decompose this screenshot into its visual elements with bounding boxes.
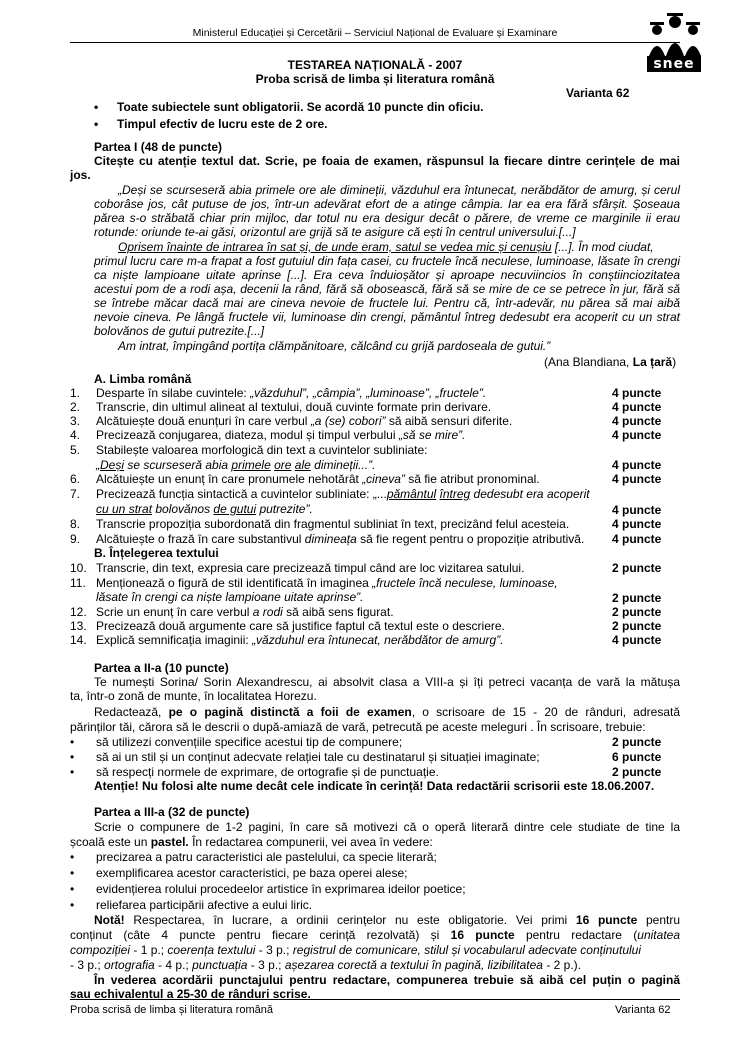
question-number: 10. xyxy=(70,561,87,575)
question-points: 2 puncte xyxy=(612,605,662,619)
part3-note: - 3 p.; ortografia - 4 p.; punctuația - 3 p.; așezarea corectă a textului în pagină, lizibilitatea - 2 p.). xyxy=(70,958,581,972)
part2-bullet xyxy=(0,735,750,749)
part2-bullet xyxy=(0,750,750,764)
question-points: 4 puncte xyxy=(612,532,662,546)
question-number: 12. xyxy=(70,605,87,619)
source-author: (Ana Blandiana, xyxy=(544,355,633,369)
question-text: Alcătuiește două enunțuri în care verbul „a (se) cobori” să aibă sensuri diferite. xyxy=(96,414,513,428)
part3-paragraph: Scrie o compunere de 1-2 pagini, în care să motivezi că o operă literară dintre cele studiate de tine la xyxy=(94,820,680,834)
question-8 xyxy=(0,517,750,531)
question-text: Scrie un enunț în care verbul a rodi să aibă sens figurat. xyxy=(96,605,394,619)
question-number: 4. xyxy=(70,428,81,442)
part2-heading: Partea a II-a (10 puncte) xyxy=(94,661,229,675)
graduates-icon xyxy=(645,8,705,58)
question-text: Transcrie propoziția subordonată din fragmentul subliniat în text, precizând felul acesteia. xyxy=(96,517,570,531)
question-12 xyxy=(0,605,750,619)
question-text: Desparte în silabe cuvintele: „văzduhul”, „câmpia”, „luminoase”, „fructele”. xyxy=(96,386,487,400)
exam-subtitle: Proba scrisă de limba și literatura română xyxy=(255,72,495,86)
text-line: bolovănos de gutui putrezite.[...] xyxy=(94,324,265,338)
bullet-text: precizarea a patru caracteristici ale pastelului, ca specie literară; xyxy=(96,850,437,864)
text-line: nevoie cineva. Pe lângă fructele vii, luminoase din crengi, pământul întreg dedesubt era acoperit cu un strat xyxy=(94,310,680,324)
bullet-points: 2 puncte xyxy=(612,735,662,749)
question-points: 4 puncte xyxy=(612,472,662,486)
header-divider xyxy=(70,42,680,43)
question-text: Precizează funcția sintactică a cuvintelor subliniate: „...pământul întreg dedesubt era acoperit xyxy=(96,487,590,501)
question-points: 2 puncte xyxy=(612,619,662,633)
question-quote: lăsate în crengi ca niște lampioane uitate aprinse”. xyxy=(96,590,364,604)
question-number: 11. xyxy=(70,576,86,590)
rule-bullet: • xyxy=(94,100,99,114)
variant-label: Varianta 62 xyxy=(566,86,630,100)
bullet-points: 2 puncte xyxy=(612,765,662,779)
text-line: primul lucru care m-a frapat a fost gutuiul din fața casei, cu fructele încă neculese, luminoase, lăsate în crengi xyxy=(94,254,680,268)
question-3 xyxy=(0,414,750,428)
question-text: Alcătuiește un enunț în care pronumele nehotărât „cineva” să fie atribut pronominal. xyxy=(96,472,540,486)
question-text: Alcătuiește o frază în care substantivul dimineața să fie regent pentru o propoziție atributivă. xyxy=(96,532,585,546)
question-quote: cu un strat bolovănos de gutui putrezite”. xyxy=(96,502,313,516)
source-title: La țară xyxy=(632,355,673,369)
question-text: Transcrie, din ultimul alineat al textului, două cuvinte formate prin derivare. xyxy=(96,400,492,414)
source-close: ) xyxy=(672,355,677,369)
part2-task: părinților tăi, cărora să le descrii o după-amiază de vară, petrecută pe aceste meleguri . În scrisoare, trebuie: xyxy=(70,720,646,734)
question-text: Transcrie, din text, expresia care precizează timpul când are loc vizitarea satului. xyxy=(96,561,525,575)
bullet-icon: • xyxy=(70,735,75,749)
bullet-text: exemplificarea acestor caracteristici, pe baza operei alese; xyxy=(96,866,408,880)
part3-paragraph: școală este un pastel. În redactarea compunerii, vei avea în vedere: xyxy=(70,835,433,849)
question-4 xyxy=(0,428,750,442)
text-paragraph-3: Am intrat, împingând portița clămpănitoare, călcând cu grijă pardoseala de gutui.” xyxy=(118,339,551,353)
bullet-text: reliefarea participării afective a eului liric. xyxy=(96,898,313,912)
part2-warning: Atenție! Nu folosi alte nume decât cele indicate în cerință! Data redactării scrisorii este 18.06.2007. xyxy=(94,779,655,793)
rule-1: Toate subiectele sunt obligatorii. Se acordă 10 puncte din oficiu. xyxy=(117,100,484,114)
question-5 xyxy=(0,443,750,471)
question-text: Explică semnificația imaginii: „văzduhul era întunecat, nerăbdător de amurg”. xyxy=(96,633,504,647)
text-fragment: [...]. În mod ciudat, xyxy=(551,240,654,254)
question-number: 7. xyxy=(70,487,81,501)
question-number: 2. xyxy=(70,400,81,414)
text-line: părea s-o străbată chiar prin mijloc, dar totul nu era desigur decât o părere, de vreme ce marginile ii erau xyxy=(94,211,680,225)
part3-note: conținut (câte 4 puncte pentru fiecare cerință rezolvată) și 16 puncte pentru redactare (unitatea xyxy=(70,928,680,942)
part2-paragraph: ta, într-o zonă de munte, în localitatea Horezu. xyxy=(70,689,317,703)
question-number: 13. xyxy=(70,619,87,633)
rule-bullet: • xyxy=(94,117,99,131)
part3-note: Notă! Respectarea, în lucrare, a ordinii cerințelor nu este obligatorie. Vei primi 16 puncte pentru xyxy=(94,913,681,927)
bullet-text: să ai un stil și un conținut adecvate relației tale cu destinatarul și situației imaginate; xyxy=(96,750,540,764)
question-9 xyxy=(0,532,750,546)
question-6 xyxy=(0,472,750,486)
bullet-text: evidențierea rolului procedeelor artistice în exprimarea ideilor poetice; xyxy=(96,882,466,896)
text-line: coborâse jos, cât putuse de jos, într-un adevărat efort de a atinge câmpia. Iar ea era fără sfârșit. Șoseaua xyxy=(94,197,680,211)
question-11 xyxy=(0,576,750,606)
logo-text: snee xyxy=(647,56,701,72)
question-text: Stabilește valoarea morfologică din text a cuvintelor subliniate: xyxy=(96,443,428,457)
question-points: 4 puncte xyxy=(612,503,662,517)
question-1 xyxy=(0,386,750,400)
text-line: rotunde: oriunde te-ai găsi, orizontul are grijă să te asigure că ești în centrul universului.[...] xyxy=(94,225,576,239)
question-number: 1. xyxy=(70,386,81,400)
question-points: 2 puncte xyxy=(612,591,662,605)
part3-bullet xyxy=(0,898,750,912)
part3-bullet xyxy=(0,850,750,864)
question-number: 3. xyxy=(70,414,81,428)
part3-note: compoziției - 1 p.; coerența textului - 3 p.; registrul de comunicare, stilul și vocabularul adecvate conținutului xyxy=(70,943,641,957)
section-b-heading: B. Înțelegerea textului xyxy=(94,546,219,560)
question-number: 8. xyxy=(70,517,81,531)
question-points: 4 puncte xyxy=(612,633,662,647)
question-points: 4 puncte xyxy=(612,428,662,442)
footer-divider xyxy=(70,999,680,1000)
part3-final: În vederea acordării punctajului pentru redactare, compunerea trebuie să aibă cel puțin o pagină xyxy=(94,973,680,987)
part1-heading: Partea I (48 de puncte) xyxy=(94,140,223,154)
bullet-icon: • xyxy=(70,882,75,896)
question-13 xyxy=(0,619,750,633)
bullet-icon: • xyxy=(70,850,75,864)
part2-task: Redactează, pe o pagină distinctă a foii de examen, o scrisoare de 15 - 20 de rânduri, adresată xyxy=(94,705,681,719)
part3-heading: Partea a III-a (32 de puncte) xyxy=(94,805,250,819)
section-a-heading: A. Limba română xyxy=(94,372,192,386)
question-points: 4 puncte xyxy=(612,517,662,531)
bullet-icon: • xyxy=(70,898,75,912)
question-number: 9. xyxy=(70,532,81,546)
part1-instruction-end: jos. xyxy=(70,168,91,182)
text-line: se întrebe măcar dacă mai are cineva nevoie de fructele lui. Pentru că, într-adevăr, nu părea să mai aibă xyxy=(94,296,680,310)
question-number: 6. xyxy=(70,472,81,486)
question-points: 4 puncte xyxy=(612,386,662,400)
text-line: acestui pom de a rodi așa, decenii la rând, fără să obosească, fără să se mire de ce se petrece în jur, fără să xyxy=(94,282,680,296)
question-10 xyxy=(0,561,750,575)
text-source xyxy=(544,355,676,369)
bullet-points: 6 puncte xyxy=(612,750,662,764)
text-paragraph-2-start xyxy=(118,240,680,254)
bullet-icon: • xyxy=(70,866,75,880)
question-points: 4 puncte xyxy=(612,400,662,414)
text-line: „Deși se scurseseră abia primele ore ale dimineții, văzduhul era întunecat, nerăbdător de amurg, și cerul xyxy=(118,183,680,197)
question-text: Menționează o figură de stil identificată în imaginea „fructele încă neculese, luminoase, xyxy=(96,576,558,590)
underlined-fragment: Oprisem înainte de intrarea în sat și, de unde eram, satul se vedea mic și cenușiu xyxy=(118,240,552,254)
question-points: 2 puncte xyxy=(612,561,662,575)
bullet-icon: • xyxy=(70,765,75,779)
part2-bullet xyxy=(0,765,750,779)
rule-2: Timpul efectiv de lucru este de 2 ore. xyxy=(117,117,328,131)
question-number: 14. xyxy=(70,633,87,647)
ministry-header: Ministerul Educației și Cercetării – Serviciul Național de Evaluare și Examinare xyxy=(192,27,558,39)
part3-final: sau echivalentul a 25-30 de rânduri scrise. xyxy=(70,987,311,1001)
question-quote: „Deși se scurseseră abia primele ore ale dimineții...”. xyxy=(96,458,376,472)
bullet-text: să utilizezi convențiile specifice acestui tip de compunere; xyxy=(96,735,403,749)
footer-left: Proba scrisă de limba și literatura română xyxy=(70,1004,273,1016)
footer-right: Varianta 62 xyxy=(615,1004,671,1016)
question-2 xyxy=(0,400,750,414)
part2-paragraph: Te numești Sorina/ Sorin Alexandrescu, ai absolvit clasa a VIII-a și îți petreci vacanța de vară la mătușa xyxy=(94,675,680,689)
bullet-icon: • xyxy=(70,750,75,764)
question-points: 4 puncte xyxy=(612,458,662,472)
part3-bullet xyxy=(0,866,750,880)
question-14 xyxy=(0,633,750,647)
question-number: 5. xyxy=(70,443,81,457)
text-line: ca niște lampioane uitate aprinse [...]. Era ceva înduioșător și aproape necuviincios în conștiinciozitatea xyxy=(94,268,680,282)
question-points: 4 puncte xyxy=(612,414,662,428)
part1-instruction: Citește cu atenție textul dat. Scrie, pe foaia de examen, răspunsul la fiecare dintre cerințele de mai xyxy=(94,154,680,168)
question-text: Precizează două argumente care să justifice faptul că textul este o descriere. xyxy=(96,619,505,633)
part3-bullet xyxy=(0,882,750,896)
question-text: Precizează conjugarea, diateza, modul și timpul verbului „să se mire”. xyxy=(96,428,466,442)
exam-title: TESTAREA NAȚIONALĂ - 2007 xyxy=(287,58,463,72)
bullet-text: să respecți normele de exprimare, de ortografie și de punctuație. xyxy=(96,765,439,779)
